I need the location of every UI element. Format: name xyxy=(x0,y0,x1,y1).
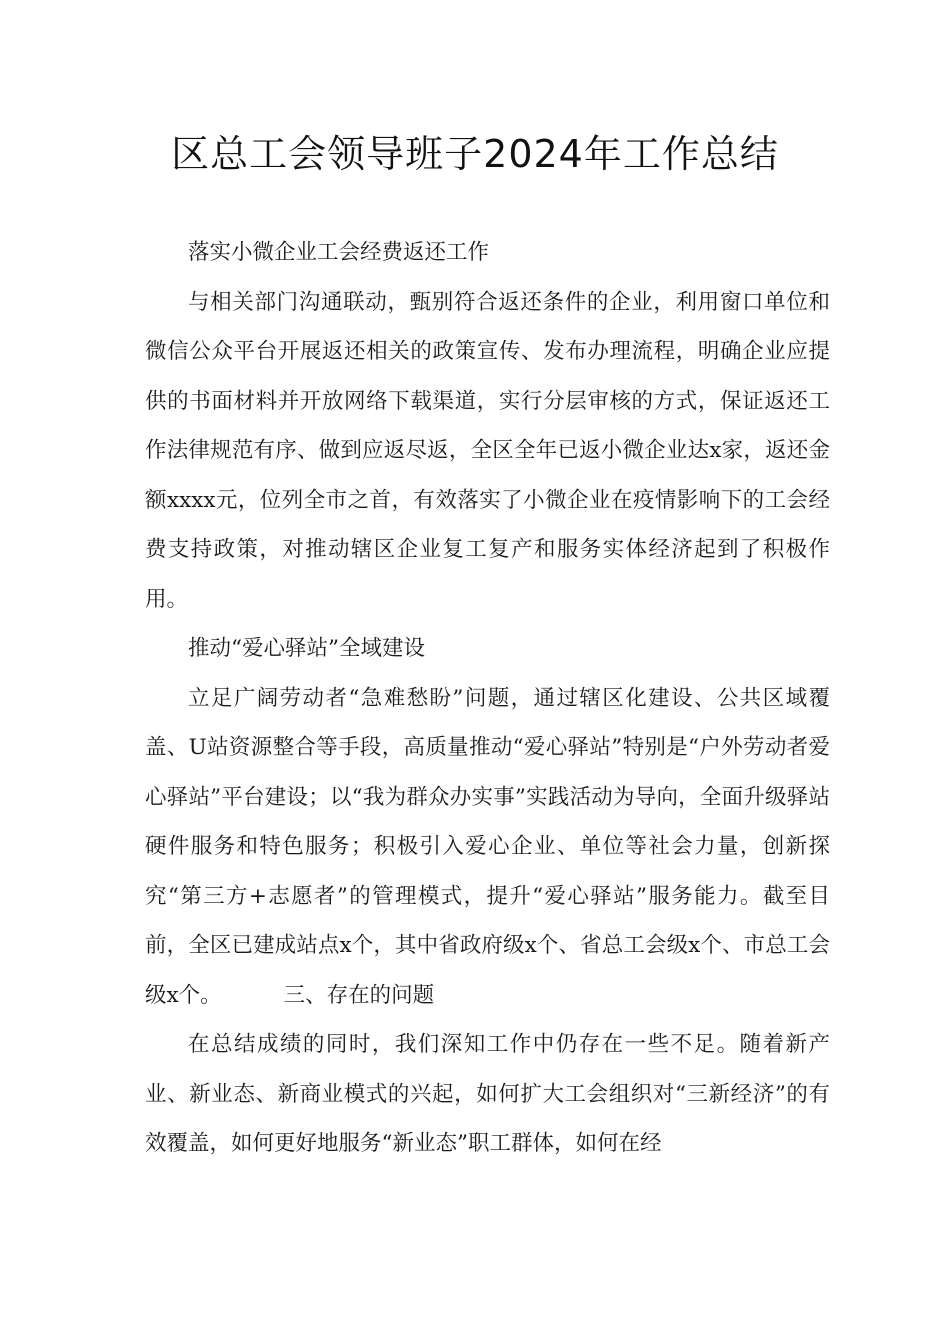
document-title: 区总工会领导班子2024年工作总结 xyxy=(171,132,779,176)
section-heading-problems: 三、存在的问题 xyxy=(283,982,435,1008)
document-body xyxy=(145,228,830,1169)
paragraph-problems: 在总结成绩的同时，我们深知工作中仍存在一些不足。随着新产业、新业态、新商业模式的兴起，如何扩大工会组织对“三新经济”的有效覆盖，如何更好地服务“新业态”职工群体，如何在经 xyxy=(145,1032,830,1156)
paragraph-love-station-text: 立足广阔劳动者“急难愁盼”问题，通过辖区化建设、公共区域覆盖、U站资源整合等手段，高质量推动“爱心驿站”特别是“户外劳动者爱心驿站”平台建设；以“我为群众办实事”实践活动为导向，全面升级驿站硬件服务和特色服务；积极引入爱心企业、单位等社会力量，创新探究“第三方+志愿者”的管理模式，提升“爱心驿站”服务能力。截至目前，全区已建成站点x个，其中省政府级x个、省总工会级x个、市总工会级x个。 xyxy=(145,685,830,1008)
paragraph-love-station xyxy=(145,674,830,1021)
section-heading-fund-return: 落实小微企业工会经费返还工作 xyxy=(188,240,490,265)
section-heading-love-station: 推动“爱心驿站”全域建设 xyxy=(188,636,425,661)
paragraph-fund-return: 与相关部门沟通联动，甄别符合返还条件的企业，利用窗口单位和微信公众平台开展返还相关的政策宣传、发布办理流程，明确企业应提供的书面材料并开放网络下载渠道，实行分层审核的方式，保证返还工作法律规范有序、做到应返尽返，全区全年已返小微企业达x家，返还金额xxxx元，位列全市之首，有效落实了小微企业在疫情影响下的工会经费支持政策，对推动辖区企业复工复产和服务实体经济起到了积极作用。 xyxy=(145,289,830,612)
